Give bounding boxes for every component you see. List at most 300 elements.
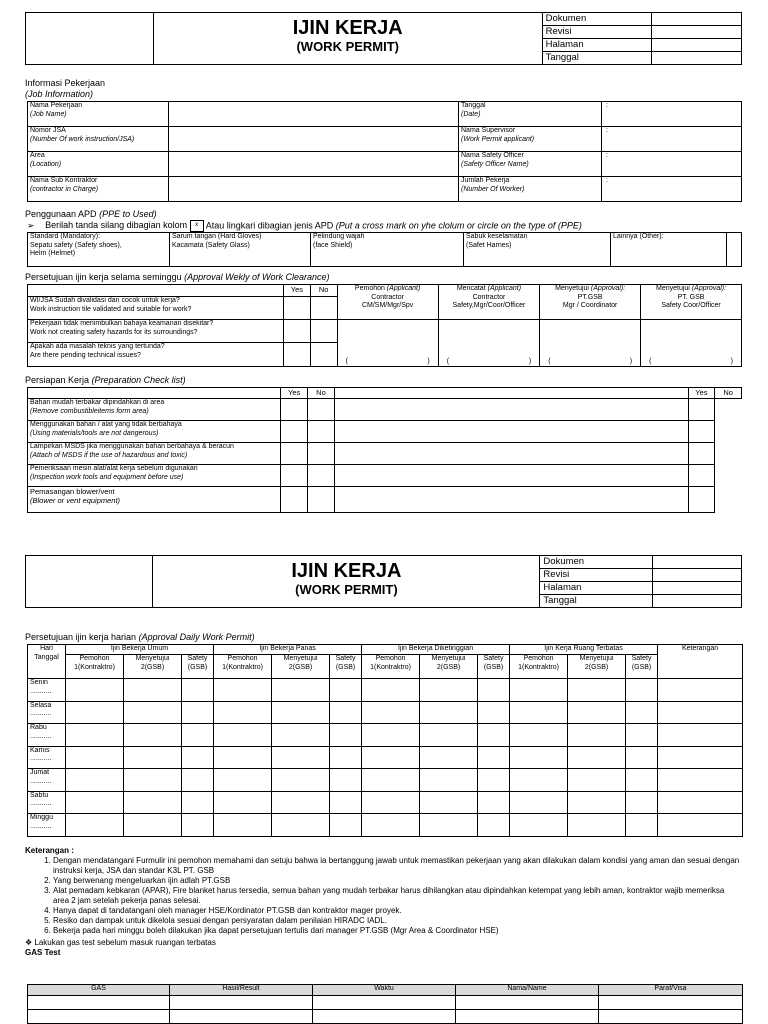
signature-cell[interactable] [420,701,478,724]
label-id: Nama Safety Officer [461,152,524,159]
daily-table [27,644,743,837]
ppe-instruction: ➢ Berilah tanda silang dibagian kolom x Atau lingkari dibagian jenis APD (Put a cross mark on yhe clolum or circle on the type of (PPE) [27,220,582,231]
notes-section [25,846,742,958]
signature-cell[interactable] [641,320,742,367]
title-cell [153,13,542,65]
doc-value [652,582,741,595]
doc-value [652,39,742,52]
signature-cell[interactable] [478,679,510,702]
gas-cell[interactable] [456,1010,599,1024]
logo-area [26,13,154,65]
approver-position: Safety,Mgr/Coor/Officer [452,302,526,309]
signature-cell[interactable] [182,724,214,747]
label-en: (Job Name) [30,110,67,118]
item-id: Bahan mudah terbakar dipindahkan di area [30,399,165,406]
checklist-row [28,487,742,513]
signature-cell[interactable] [362,679,420,702]
doc-label: Revisi [542,26,652,39]
doc-label: Dokumen [540,556,652,569]
job-info-row [28,152,742,177]
job-field-value[interactable]: : [602,152,742,177]
ppe-option[interactable] [464,233,611,267]
gas-cell[interactable] [170,1010,313,1024]
job-info-heading-en: (Job Information) [25,89,94,99]
signature-cell[interactable] [330,701,362,724]
job-info-row [28,127,742,152]
signature-cell[interactable] [124,701,182,724]
weekly-heading: Persetujuan ijin kerja selama seminggu (Approval Wekly of Work Clearance) [25,272,330,282]
approver-role: Pemohon (Applicant) [354,285,421,292]
signature-cell[interactable] [626,679,658,702]
note-item: 1. Dengan mendatangani Furmulir ini pemohon memahami dan setuju bahwa ia bertanggung jawab untuk memastikan pekerjaan yang akan dilakukan dalam kondisi yang aman dan sesuai dengan instruksi kerja, JSA dan standar K3L PT. GSB [53,856,742,876]
permit-subtitle: (WORK PERMIT) [295,582,398,597]
ppe-line: (Safet Harnes) [466,241,512,249]
remarks-header: Keterangan [658,645,743,679]
day-name: Sabtu [30,791,49,799]
signature-cell[interactable] [568,724,626,747]
signature-cell[interactable] [272,791,330,814]
gas-cell[interactable] [313,996,456,1010]
job-field-label [28,102,169,127]
signature-cell[interactable] [438,320,540,367]
permit-header-top [25,12,742,65]
role-subheader: Menyetujui 2(GSB) [272,655,330,679]
signature-cell[interactable] [362,814,420,837]
no-checkbox-cell[interactable] [308,465,335,487]
signature-cell[interactable] [626,769,658,792]
item-en: (Attach of MSDS if the use of hazardous and toxic) [30,451,188,459]
signature-cell[interactable] [658,679,743,702]
signature-cell[interactable] [330,791,362,814]
no-checkbox-cell[interactable] [688,443,715,465]
signature-cell[interactable] [182,769,214,792]
signature-cell[interactable] [478,791,510,814]
item-id: Pemeriksaan mesin alat/alat kerja sebelum digunakan [30,465,198,472]
signature-cell[interactable] [420,791,478,814]
signature-cell[interactable] [182,791,214,814]
signature-cell[interactable] [568,769,626,792]
signature-cell[interactable] [214,724,272,747]
job-field-value[interactable] [169,152,459,177]
day-label [28,791,66,814]
day-name: Senin [30,679,48,686]
weekly-question [28,320,284,343]
signature-cell[interactable] [626,701,658,724]
checklist-blank-area [334,388,688,399]
job-field-value[interactable]: : [602,127,742,152]
yes-checkbox-cell[interactable] [334,465,688,487]
yes-checkbox-cell[interactable] [281,487,308,513]
ppe-line: Sarum tangan (Hard Gloves) [172,233,262,240]
signature-cell[interactable] [272,679,330,702]
weekly-question [28,297,284,320]
ppe-option[interactable] [311,233,464,267]
yes-checkbox-cell[interactable] [334,421,688,443]
label-en: (Work Permit applicant) [461,135,535,143]
item-id: Menggunakan bahan / alat yang tidak berbahaya [30,421,182,428]
signature-brackets: ( ) [446,357,532,365]
day-label [28,724,66,747]
signature-cell[interactable] [362,746,420,769]
job-field-value[interactable] [169,177,459,202]
signature-cell[interactable] [626,814,658,837]
signature-cell[interactable] [66,791,124,814]
label-id: Nomor JSA [30,127,66,134]
signature-cell[interactable] [214,769,272,792]
signature-cell[interactable] [330,724,362,747]
gas-cell[interactable] [170,996,313,1010]
ppe-line: Sabuk keselamatan [466,233,528,240]
gas-cell[interactable] [28,996,170,1010]
checklist-row [28,443,742,465]
ppe-line: Standard (Mandatory): [30,233,101,240]
signature-cell[interactable] [510,769,568,792]
signature-cell[interactable] [330,769,362,792]
gas-column-header: GAS [28,985,170,996]
label-en: (Date) [461,110,481,118]
gas-cell[interactable] [28,1010,170,1024]
job-info-row [28,177,742,202]
signature-cell[interactable] [124,679,182,702]
no-checkbox-cell[interactable] [308,487,335,513]
day-row [28,679,743,702]
signature-cell[interactable] [658,769,743,792]
item-id: Pemasangan blower/vent [30,487,115,496]
ppe-line: Kacamata (Safety Glass) [172,241,250,249]
approver-position: CM/SM/Mgr/Spv [361,302,414,309]
signature-cell[interactable] [272,701,330,724]
approver-cell [540,285,641,320]
day-label [28,679,66,702]
signature-cell[interactable] [478,746,510,769]
gas-cell[interactable] [313,1010,456,1024]
day-name: Jumat [30,769,50,776]
signature-cell[interactable] [510,814,568,837]
job-field-value[interactable] [169,102,459,127]
question-id: Apakah ada masalah teknis yang tertunda? [30,343,165,350]
doc-label: Dokumen [542,13,652,26]
job-field-value[interactable]: : [602,102,742,127]
job-field-label [459,177,602,202]
no-checkbox-cell[interactable] [310,297,337,320]
label-en: (Number Of work instruction/JSA) [30,135,135,143]
role-subheader: Pemohon 1(Kontraktro) [510,655,568,679]
signature-cell[interactable] [362,791,420,814]
signature-cell[interactable] [272,814,330,837]
doc-value [652,13,742,26]
signature-cell[interactable] [510,701,568,724]
day-row [28,746,743,769]
role-subheader: Pemohon 1(Kontraktro) [214,655,272,679]
yes-header: Yes [281,388,308,399]
item-en: (Using materials/tools are not dangerous) [30,429,159,437]
label-id: Jumlah Pekerja [461,177,510,184]
signature-cell[interactable] [658,746,743,769]
role-subheader: Menyetujui 2(GSB) [420,655,478,679]
approver-role: Menyetujui (Approval): [656,285,727,292]
weekly-table [27,284,742,367]
checklist-item [28,487,281,513]
checklist-row [28,399,742,421]
signature-cell[interactable] [478,769,510,792]
role-subheader: Safety (GSB) [182,655,214,679]
day-date-header: Hari Tanggal [28,645,66,679]
gas-column-header: Nama/Name [456,985,599,996]
signature-cell[interactable] [330,814,362,837]
label-en: (Location) [30,160,62,168]
signature-cell[interactable] [362,724,420,747]
approver-cell [641,285,742,320]
signature-cell[interactable] [540,320,641,367]
signature-cell[interactable] [568,679,626,702]
signature-cell[interactable] [420,724,478,747]
signature-cell[interactable] [568,814,626,837]
checklist-heading: Persiapan Kerja (Preparation Check list) [25,375,186,385]
approver-position: Safety Coor/Officer [661,302,721,309]
signature-cell[interactable] [658,724,743,747]
signature-cell[interactable] [66,746,124,769]
job-info-row [28,102,742,127]
signature-cell[interactable] [626,791,658,814]
item-en: (Inspection work tools and equipment before use) [30,473,184,481]
ppe-extra [727,233,742,267]
signature-cell[interactable] [66,724,124,747]
no-header: No [715,388,742,399]
signature-cell[interactable] [658,791,743,814]
question-en: Are there pending technical issues? [30,351,141,359]
permit-type-header: Ijin Bekerja Umum [66,645,214,655]
signature-cell[interactable] [420,746,478,769]
ppe-option[interactable] [611,233,727,267]
yes-checkbox-cell[interactable] [334,399,688,421]
daily-heading: Persetujuan ijin kerja harian (Approval Daily Work Permit) [25,632,255,642]
no-header: No [308,388,335,399]
role-subheader: Safety (GSB) [330,655,362,679]
no-header: No [310,285,337,297]
gas-test-table [27,984,743,1024]
signature-cell[interactable] [272,746,330,769]
day-row [28,769,743,792]
ppe-heading: Penggunaan APD (PPE to Used) [25,209,157,219]
gas-cell[interactable] [599,996,743,1010]
signature-cell[interactable] [420,769,478,792]
no-checkbox-cell[interactable] [310,343,337,367]
no-checkbox-cell[interactable] [308,399,335,421]
approver-role: Mencatat (Applicant) [456,285,522,292]
gas-column-header: Waktu [313,985,456,996]
signature-cell[interactable] [568,701,626,724]
day-name: Minggu [30,814,53,821]
yes-checkbox-cell[interactable] [281,465,308,487]
signature-cell[interactable] [362,701,420,724]
no-checkbox-cell[interactable] [688,465,715,487]
yes-header: Yes [284,285,311,297]
job-field-value[interactable]: : [602,177,742,202]
signature-cell[interactable] [420,814,478,837]
day-label [28,814,66,837]
title-cell [153,556,540,608]
date-blank: ........... [30,755,52,762]
no-checkbox-cell[interactable] [688,487,715,513]
checklist-item [28,421,281,443]
question-en: Work instruction tile validated and suitable for work? [30,305,192,313]
signature-cell[interactable] [420,679,478,702]
gas-column-header: Hasil/Result [170,985,313,996]
signature-cell[interactable] [182,814,214,837]
weekly-question [28,343,284,367]
doc-value [652,595,741,608]
label-id: Nama Pekerjaan [30,102,83,109]
note-item: 3. Alat pemadam kebkaran (APAR), Fire blanket harus tersedia, semua bahan yang mudah terbakar harus dihilangkan atau dipindahkan ketempat yang lebih aman, kontraktor wajib memeriksa area 2 jam setelah pekerja panas selesai. [53,886,742,906]
date-blank: ........... [30,822,52,830]
approver-cell [438,285,540,320]
logo-area [26,556,153,608]
signature-cell[interactable] [124,746,182,769]
item-en: (Blower or vent equipment) [30,496,121,505]
signature-cell[interactable] [124,791,182,814]
yes-checkbox-cell[interactable] [334,487,688,513]
yes-checkbox-cell[interactable] [334,443,688,465]
signature-cell[interactable] [337,320,438,367]
no-checkbox-cell[interactable] [688,421,715,443]
ppe-option[interactable] [170,233,311,267]
signature-cell[interactable] [182,746,214,769]
no-checkbox-cell[interactable] [308,421,335,443]
role-subheader: Menyetujui 2(GSB) [568,655,626,679]
yes-checkbox-cell[interactable] [281,399,308,421]
day-label [28,701,66,724]
signature-cell[interactable] [66,769,124,792]
permit-type-header: Ijin Bekerja Diketinggian [362,645,510,655]
signature-cell[interactable] [510,679,568,702]
signature-cell[interactable] [478,724,510,747]
job-field-label [459,127,602,152]
signature-brackets: ( ) [649,357,733,365]
signature-cell[interactable] [214,814,272,837]
signature-cell[interactable] [568,791,626,814]
gas-test-note: Lakukan gas test sebelum masuk ruangan terbatas [34,938,216,947]
signature-cell[interactable] [66,814,124,837]
doc-value [652,569,741,582]
yes-checkbox-cell[interactable] [284,320,311,343]
approver-org: Contractor [472,293,506,301]
signature-cell[interactable] [182,701,214,724]
gas-cell[interactable] [456,996,599,1010]
yes-checkbox-cell[interactable] [281,421,308,443]
job-field-label [459,152,602,177]
ppe-line: Pelindung wajah [313,233,365,240]
signature-cell[interactable] [626,746,658,769]
ppe-option[interactable] [28,233,170,267]
checklist-item [28,443,281,465]
signature-cell[interactable] [362,769,420,792]
date-blank: ........... [30,732,52,740]
yes-checkbox-cell[interactable] [284,297,311,320]
permit-type-header: Ijin Kerja Ruang Terbatas [510,645,658,655]
approver-org: Contractor [371,293,404,301]
checklist-item [28,465,281,487]
signature-cell[interactable] [66,701,124,724]
signature-cell[interactable] [510,791,568,814]
signature-cell[interactable] [510,724,568,747]
signature-cell[interactable] [658,701,743,724]
job-field-label [28,127,169,152]
signature-cell[interactable] [214,791,272,814]
day-row [28,791,743,814]
signature-cell[interactable] [330,679,362,702]
signature-cell[interactable] [510,746,568,769]
doc-label: Halaman [542,39,652,52]
permit-type-header: Ijin Bekerja Panas [214,645,362,655]
signature-cell[interactable] [478,814,510,837]
no-checkbox-cell[interactable] [688,399,715,421]
no-checkbox-cell[interactable] [310,320,337,343]
signature-cell[interactable] [626,724,658,747]
signature-cell[interactable] [658,814,743,837]
signature-cell[interactable] [214,701,272,724]
no-checkbox-cell[interactable] [308,443,335,465]
signature-brackets: ( ) [345,357,430,365]
signature-cell[interactable] [182,679,214,702]
note-item: 4. Hanya dapat di tandatangani oleh manager HSE/Kordinator PT.GSB dan kontraktor mager proyek. [53,906,742,916]
signature-cell[interactable] [124,814,182,837]
job-field-value[interactable] [169,127,459,152]
item-en: (Remove combustibleitems form area) [30,407,149,415]
gas-cell[interactable] [599,1010,743,1024]
signature-cell[interactable] [214,746,272,769]
signature-cell[interactable] [478,701,510,724]
signature-cell[interactable] [124,724,182,747]
checklist-table [27,387,742,513]
ppe-line: Helm (Helmet) [30,250,76,257]
notes-heading: Keterangan : [25,846,74,855]
signature-cell[interactable] [214,679,272,702]
job-field-label [459,102,602,127]
label-en: (Safety Officer Name) [461,160,529,168]
doc-label: Halaman [540,582,652,595]
approver-org: PT. GSB [677,293,705,301]
checklist-row [28,421,742,443]
signature-cell[interactable] [66,679,124,702]
note-item: 2. Yang berwenang mengeluarkan ijin adlah PT.GSB [53,876,742,886]
date-blank: ........... [30,710,52,717]
role-subheader: Menyetujui 2(GSB) [124,655,182,679]
label-en: (Number Of Worker) [461,185,525,193]
permit-title: IJIN KERJA [292,17,403,39]
signature-cell[interactable] [124,769,182,792]
permit-header-bottom [25,555,742,608]
role-subheader: Safety (GSB) [626,655,658,679]
signature-brackets: ( ) [548,357,633,365]
yes-checkbox-cell[interactable] [281,443,308,465]
signature-cell[interactable] [272,769,330,792]
yes-header: Yes [688,388,715,399]
ppe-table [27,232,742,267]
yes-checkbox-cell[interactable] [284,343,311,367]
checklist-row [28,465,742,487]
bullet-arrow-icon: ➢ [27,220,35,231]
day-row [28,724,743,747]
doc-label: Revisi [540,569,652,582]
signature-cell[interactable] [272,724,330,747]
day-name: Kamis [30,746,50,754]
ppe-line: Lainnya (Other): [613,233,664,240]
signature-cell[interactable] [330,746,362,769]
label-id: Nama Sub Kontraktor [30,177,98,184]
signature-cell[interactable] [568,746,626,769]
label-id: Tanggal [461,102,486,109]
date-blank: ........... [30,687,52,695]
